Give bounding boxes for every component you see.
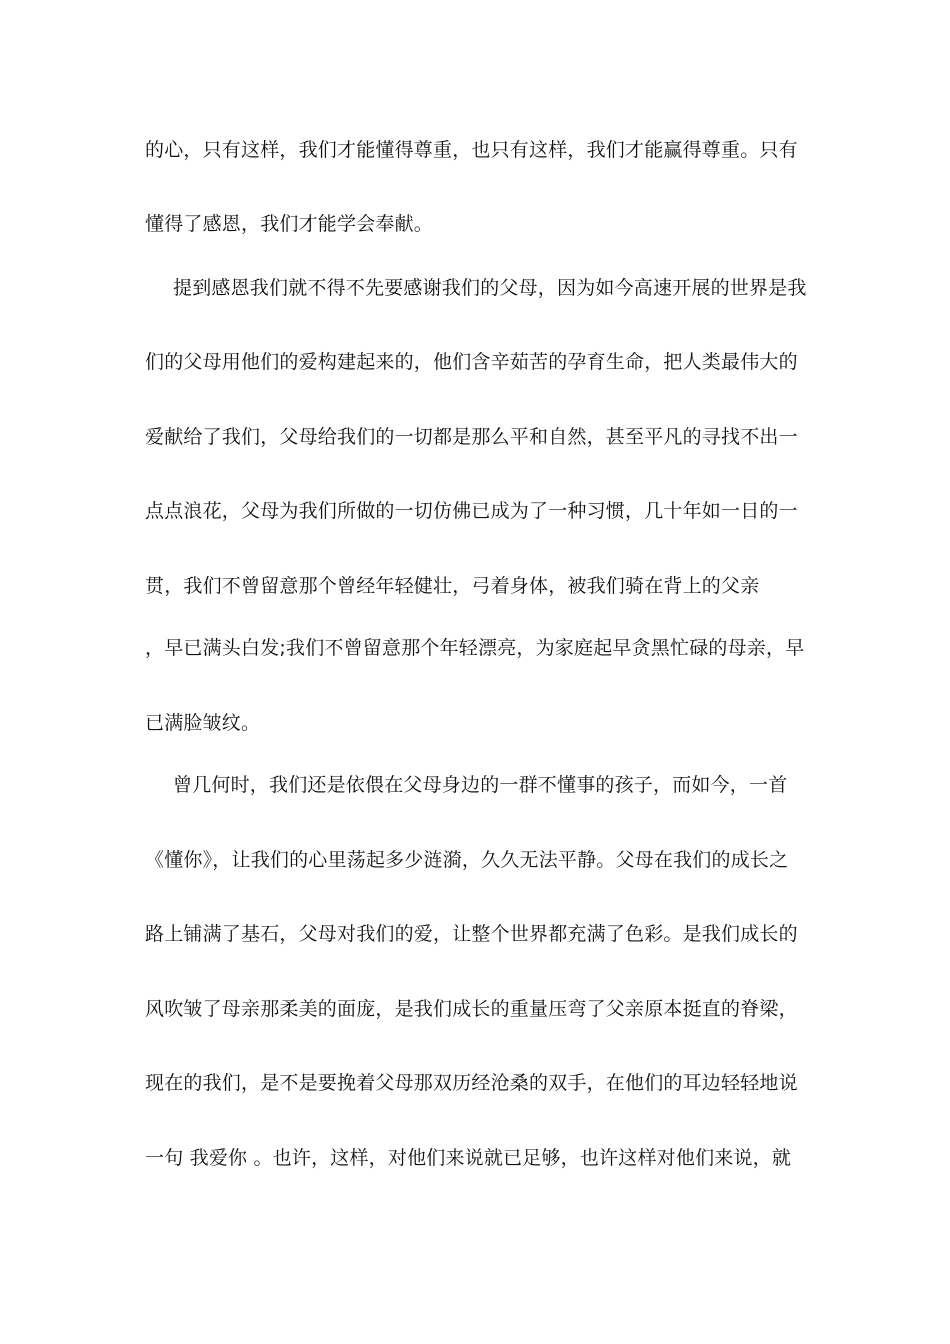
text-line: 路上铺满了基石，父母对我们的爱，让整个世界都充满了色彩。是我们成长的 <box>145 923 798 945</box>
text-line: 懂得了感恩，我们才能学会奉献。 <box>145 213 434 235</box>
text-line: 已满脸皱纹。 <box>145 712 261 734</box>
text-line: 《懂你》，让我们的心里荡起多少涟漪，久久无法平静。父母在我们的成长之 <box>145 849 789 871</box>
paragraph-start-line: 提到感恩我们就不得不先要感谢我们的父母，因为如今高速开展的世界是我 <box>173 277 807 299</box>
text-line: 风吹皱了母亲那柔美的面庞，是我们成长的重量压弯了父亲原本挺直的脊梁， <box>145 998 798 1020</box>
text-line: 爱献给了我们，父母给我们的一切都是那么平和自然，甚至平凡的寻找不出一 <box>145 426 798 448</box>
text-line: ，早已满头白发;我们不曾留意那个年轻漂亮，为家庭起早贪黑忙碌的母亲，早 <box>145 637 805 659</box>
text-line: 点点浪花，父母为我们所做的一切仿佛已成为了一种习惯，几十年如一日的一 <box>145 500 798 522</box>
text-line: 们的父母用他们的爱构建起来的，他们含辛茹苦的孕育生命，把人类最伟大的 <box>145 351 798 373</box>
text-line: 的心，只有这样，我们才能懂得尊重，也只有这样，我们才能赢得尊重。只有 <box>145 139 798 161</box>
text-line: 现在的我们，是不是要挽着父母那双历经沧桑的双手，在他们的耳边轻轻地说 <box>145 1072 798 1094</box>
text-line: 一句 我爱你 。也许，这样，对他们来说就已足够，也许这样对他们来说，就 <box>145 1147 792 1169</box>
text-line: 贯，我们不曾留意那个曾经年轻健壮，弓着身体，被我们骑在背上的父亲 <box>145 575 760 597</box>
paragraph-start-line: 曾几何时，我们还是依偎在父母身边的一群不懂事的孩子，而如今，一首 <box>173 774 788 796</box>
